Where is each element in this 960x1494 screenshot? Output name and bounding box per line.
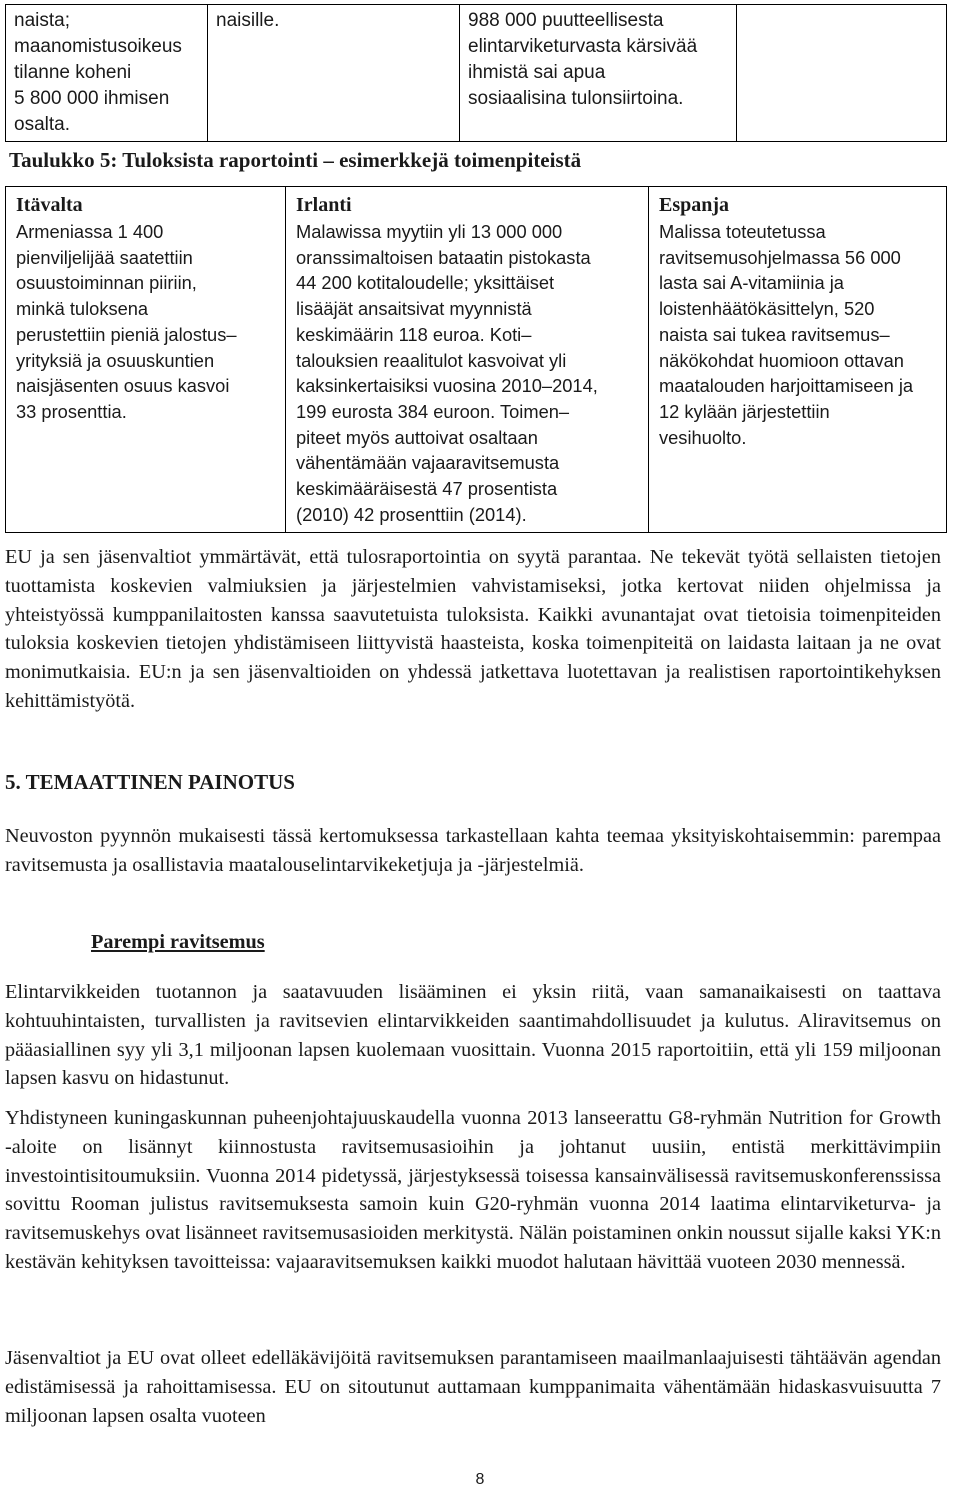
- examples-table: [5, 186, 947, 533]
- paragraph-nutrition: Elintarvikkeiden tuotannon ja saatavuuden lisääminen ei yksin riitä, vaan samanaikaisesti on taattava kohtuuhintaisten, turvallisten ja ravitsevien elintarvikkeiden saantimahdollisuudet ja kulutus. Aliravitsemus on pääasiallinen syy yli 3,1 miljoonan lapsen kuolemaan vuosittain. Vuonna 2015 raportoitiin, että yli 159 miljoonan lapsen kasvu on hidastunut.: [5, 981, 941, 1090]
- table-row: [6, 187, 947, 533]
- continuation-table: [5, 4, 947, 142]
- cell-text: 988 000 puutteellisesta elintarviketurvasta kärsivää ihmistä sai apua sosiaalisina tulonsiirtoina.: [468, 10, 698, 109]
- example-cell-ireland: [286, 187, 649, 533]
- example-cell-spain: [649, 187, 947, 533]
- cell-text: naista; maanomistusoikeus tilanne koheni 5 800 000 ihmisen osalta.: [14, 10, 182, 135]
- country-name: Itävalta: [16, 194, 83, 216]
- country-name: Espanja: [659, 194, 730, 216]
- table-cell: [6, 5, 208, 142]
- table-row: [6, 5, 947, 142]
- cell-text: naisille.: [216, 10, 280, 31]
- example-cell-austria: [6, 187, 286, 533]
- table-caption: Taulukko 5: Tuloksista raportointi – esimerkkejä toimenpiteistä: [9, 148, 582, 172]
- paragraph-member-states: Jäsenvaltiot ja EU ovat olleet edelläkävijöitä ravitsemuksen parantamiseen maailmanlaajuisesti tähtäävän agendan edistämisessä ja rahoittamisessa. EU on sitoutunut auttamaan kumppanimaita vähentämään hidaskasvuisuutta 7 miljoonan lapsen osalta vuoteen: [5, 1347, 941, 1427]
- paragraph-thematic-focus: Neuvoston pyynnön mukaisesti tässä kertomuksessa tarkastellaan kahta teemaa yksityiskohtaisemmin: parempaa ravitsemusta ja osallistavia maatalouselintarvikeketjuja ja -järjestelmiä.: [5, 825, 941, 876]
- example-text: Malawissa myytiin yli 13 000 000 oranssimaltoisen bataatin pistokasta 44 200 kotitaloudelle; yksittäiset lisääjät ansaitsivat myynnistä keskimäärin 118 euroa. Koti– talouksien reaalitulot kasvoivat yli kaksinkertaisiksi vuosina 2010–2014, 199 eurosta 384 euroon. Toimen– piteet myös auttoivat osaltaan vähentämään vajaaravitsemusta keskimääräisestä 47 prosentista (2010) 42 prosenttiin (2014).: [296, 221, 598, 525]
- table-cell: [737, 5, 947, 142]
- table-cell: [208, 5, 460, 142]
- table-cell: [460, 5, 737, 142]
- section-heading: 5. TEMAATTINEN PAINOTUS: [5, 770, 295, 794]
- paragraph-nutrition-for-growth: Yhdistyneen kuningaskunnan puheenjohtajuuskaudella vuonna 2013 lanseerattu G8-ryhmän Nutrition for Growth -aloite on lisännyt kiinnostusta ravitsemusasioihin ja johtanut uusiin, entistä merkittävimpiin investointisitoumuksiin. Vuonna 2014 pidetyssä, järjestyksessä toisessa kansainvälisessä ravitsemuskonferenssissa sovittu Rooman julistus ravitsemuksesta samoin kuin G20-ryhmän vuonna 2014 laatima elintarviketurva- ja ravitsemuskehys ovat lisänneet ravitsemusasioiden merkitystä. Nälän poistaminen onkin noussut sijalle kaksi YK:n kestävän kehityksen tavoitteissa: vajaaravitsemuksen kaikki muodot halutaan hävittää vuoteen 2030 mennessä.: [5, 1107, 941, 1273]
- example-text: Malissa toteutetussa ravitsemusohjelmassa 56 000 lasta sai A-vitamiinia ja loistenhäätökäsittelyn, 520 naista sai tukea ravitsemus– näkökohdat huomioon ottavan maatalouden harjoittamiseen ja 12 kylään järjestettiin vesihuolto.: [659, 221, 914, 448]
- country-name: Irlanti: [296, 194, 352, 216]
- subsection-heading: Parempi ravitsemus: [91, 931, 265, 953]
- page-number: 8: [475, 1471, 485, 1488]
- paragraph-reporting: EU ja sen jäsenvaltiot ymmärtävät, että tulosraportointia on syytä parantaa. Ne tekevät työtä sellaisten tietojen tuottamista koskevien valmiuksien ja järjestelmien vahvistamiseksi, jotka kertovat niiden ohjelmissa ja yhteistyössä kumppanilaitosten kanssa saavutetuista tuloksista. Kaikki avunantajat ovat tietoisia toimenpiteiden tuloksia koskevien tietojen yhdistämiseen liittyvistä haasteista, koska toimenpiteitä on laidasta laitaan ja ne ovat monimutkaisia. EU:n ja sen jäsenvaltioiden on yhdessä jatkettava luotettavan ja realistisen raportointikehyksen kehittämistyötä.: [5, 546, 941, 712]
- example-text: Armeniassa 1 400 pienviljelijää saatettiin osuustoiminnan piiriin, minkä tuloksena perustettiin pieniä jalostus– yrityksiä ja osuuskuntien naisjäsenten osuus kasvoi 33 prosenttia.: [16, 221, 237, 422]
